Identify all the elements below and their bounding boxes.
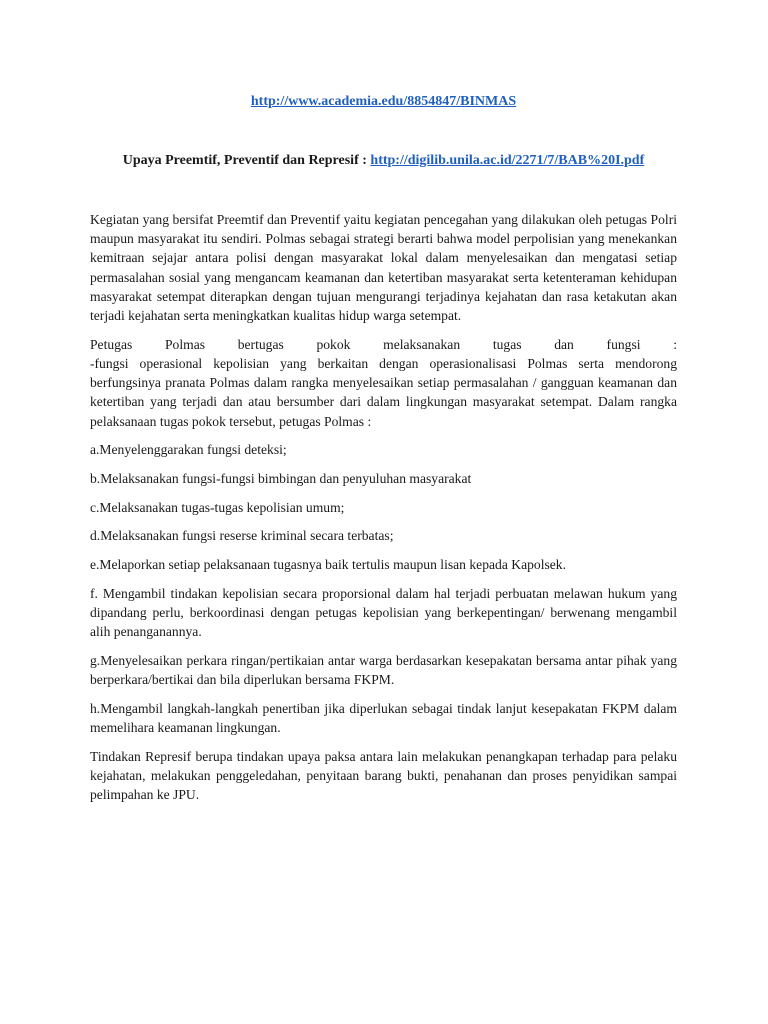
section-heading <box>90 153 677 169</box>
academia-link-line <box>90 94 677 110</box>
paragraph-petugas-polmas <box>90 335 677 431</box>
paragraph-preemtif-preventif: Kegiatan yang bersifat Preemtif dan Preventif yaitu kegiatan pencegahan yang dilakukan oleh petugas Polri maupun masyarakat itu sendiri. Polmas sebagai strategi berarti bahwa model perpolisian yang menekankan kemitraan sejajar antara polisi dengan masyarakat lokal dalam menyelesaikan dan mengatasi setiap permasalahan sosial yang mengancam keamanan dan ketertiban masyarakat serta ketenteraman kehidupan masyarakat setempat diterapkan dengan tujuan mengurangi terjadinya kejahatan dan rasa ketakutan akan terjadi kejahatan serta meningkatkan kualitas hidup warga setempat. <box>90 212 677 324</box>
list-item-c: c.Melaksanakan tugas-tugas kepolisian umum; <box>90 499 345 515</box>
section-heading-label: Upaya Preemtif, Preventif dan Represif : <box>122 153 371 168</box>
list-item-f: f. Mengambil tindakan kepolisian secara proporsional dalam hal terjadi perbuatan melawan hukum yang dipandang perlu, berkoordinasi dengan petugas kepolisian yang berkepentingan/ berwenang mengambil alih penanganannya. <box>90 585 677 640</box>
digilib-link[interactable]: http://digilib.unila.ac.id/2271/7/BAB%20I.pdf <box>370 153 645 168</box>
list-item-b: b.Melaksanakan fungsi-fungsi bimbingan dan penyuluhan masyarakat <box>90 470 472 486</box>
list-item-d: d.Melaksanakan fungsi reserse kriminal secara terbatas; <box>90 528 394 544</box>
list-item-e: e.Melaporkan setiap pelaksanaan tugasnya baik tertulis maupun lisan kepada Kapolsek. <box>90 557 567 573</box>
list-item-g: g.Menyelesaikan perkara ringan/pertikaian antar warga berdasarkan kesepakatan bersama antar pihak yang berperkara/bertikai dan bila diperlukan bersama FKPM. <box>90 652 677 688</box>
list-item-a: a.Menyelenggarakan fungsi deteksi; <box>90 442 287 458</box>
document-body <box>90 210 677 814</box>
paragraph-petugas-polmas-rest: -fungsi operasional kepolisian yang berkaitan dengan operasionalisasi Polmas serta mendorong berfungsinya pranata Polmas dalam rangka menyelesaikan setiap permasalahan / gangguan keamanan dan ketertiban yang terjadi dan atau bersumber dari dalam lingkungan masyarakat setempat. Dalam rangka pelaksanaan tugas pokok tersebut, petugas Polmas : <box>90 355 677 429</box>
list-item-h: h.Mengambil langkah-langkah penertiban jika diperlukan sebagai tindak lanjut kesepakatan FKPM dalam memelihara keamanan lingkungan. <box>90 700 677 735</box>
paragraph-petugas-polmas-line1: Petugas Polmas bertugas pokok melaksanakan tugas dan fungsi : <box>90 336 677 352</box>
academia-link[interactable]: http://www.academia.edu/8854847/BINMAS <box>250 94 517 109</box>
paragraph-represif: Tindakan Represif berupa tindakan upaya paksa antara lain melakukan penangkapan terhadap para pelaku kejahatan, melakukan penggeledahan, penyitaan barang bukti, penahanan dan proses penyidikan sampai pelimpahan ke JPU. <box>90 748 677 803</box>
